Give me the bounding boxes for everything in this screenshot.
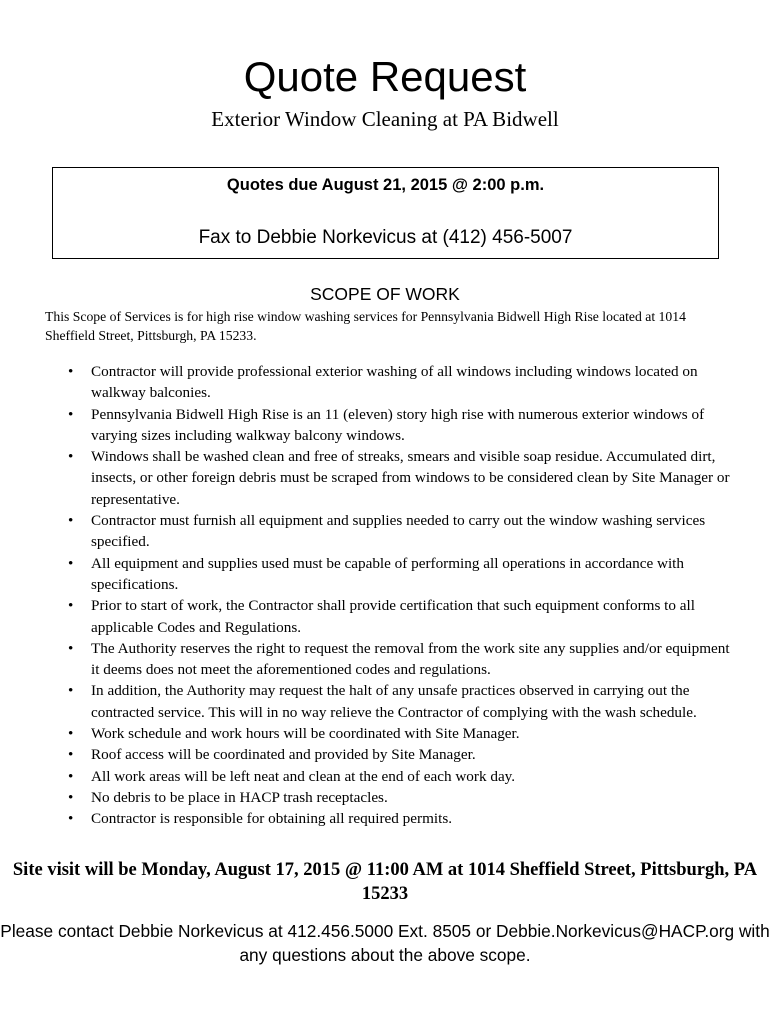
bullet-icon: • xyxy=(68,597,74,615)
list-item-text: Contractor will provide professional exterior washing of all windows including windows located on walkway balconies. xyxy=(91,363,698,402)
list-item xyxy=(0,680,731,723)
bullet-icon: • xyxy=(68,512,74,530)
list-item xyxy=(0,744,731,765)
list-item xyxy=(0,553,731,596)
list-item-text: Prior to start of work, the Contractor shall provide certification that such equipment conforms to all applicable Codes and Regulations. xyxy=(91,597,695,636)
bullet-icon: • xyxy=(68,448,74,466)
contact-info: Please contact Debbie Norkevicus at 412.456.5000 Ext. 8505 or Debbie.Norkevicus@HACP.org with any questions about the above scope. xyxy=(0,921,770,965)
scope-intro: This Scope of Services is for high rise window washing services for Pennsylvania Bidwell High Rise located at 1014 Sheffield Street, Pittsburgh, PA 15233. xyxy=(45,309,686,343)
list-item xyxy=(0,510,731,553)
scope-bullet-list xyxy=(0,361,770,830)
scope-heading: SCOPE OF WORK xyxy=(310,284,460,304)
list-item xyxy=(0,723,731,744)
fax-instructions: Fax to Debbie Norkevicus at (412) 456-5007 xyxy=(198,227,573,248)
list-item-text: Work schedule and work hours will be coordinated with Site Manager. xyxy=(91,725,520,743)
bullet-icon: • xyxy=(68,746,74,764)
list-item-text: Contractor is responsible for obtaining all required permits. xyxy=(91,810,453,828)
bullet-icon: • xyxy=(68,725,74,743)
page-title: Quote Request xyxy=(243,53,527,100)
list-item-text: All equipment and supplies used must be capable of performing all operations in accordance with specifications. xyxy=(91,554,684,593)
bullet-icon: • xyxy=(68,767,74,785)
list-item xyxy=(0,808,731,829)
list-item-text: The Authority reserves the right to request the removal from the work site any supplies and/or equipment it deems does not meet the aforementioned codes and regulations. xyxy=(91,639,730,679)
page-subtitle: Exterior Window Cleaning at PA Bidwell xyxy=(211,107,559,131)
list-item-text: In addition, the Authority may request the halt of any unsafe practices observed in carrying out the contracted service. This will in no way relieve the Contractor of complying with the wash schedule. xyxy=(91,682,697,721)
bullet-icon: • xyxy=(68,682,74,700)
bullet-icon: • xyxy=(68,405,74,423)
notice-box xyxy=(52,167,719,259)
list-item xyxy=(0,787,731,808)
list-item xyxy=(0,595,731,638)
list-item-text: Contractor must furnish all equipment and supplies needed to carry out the window washing services specified. xyxy=(91,512,706,551)
list-item xyxy=(0,404,731,447)
bullet-icon: • xyxy=(68,639,74,657)
bullet-icon: • xyxy=(68,810,74,828)
bullet-icon: • xyxy=(68,554,74,572)
list-item-text: Roof access will be coordinated and provided by Site Manager. xyxy=(91,746,476,764)
bullet-icon: • xyxy=(68,363,74,380)
list-item xyxy=(0,638,731,681)
list-item-text: All work areas will be left neat and clean at the end of each work day. xyxy=(91,767,516,785)
site-visit-notice: Site visit will be Monday, August 17, 2015 @ 11:00 AM at 1014 Sheffield Street, Pittsburgh, PA 15233 xyxy=(12,860,758,904)
list-item xyxy=(0,446,731,510)
list-item xyxy=(0,361,731,404)
bullet-icon: • xyxy=(68,788,74,806)
list-item-text: No debris to be place in HACP trash receptacles. xyxy=(91,788,388,806)
list-item-text: Pennsylvania Bidwell High Rise is an 11 (eleven) story high rise with numerous exterior windows of varying sizes including walkway balcony windows. xyxy=(91,405,705,444)
quotes-due-text: Quotes due August 21, 2015 @ 2:00 p.m. xyxy=(226,176,545,194)
list-item-text: Windows shall be washed clean and free of streaks, smears and visible soap residue. Accumulated dirt, insects, or other foreign debris must be scraped from windows to be considered clean by Site Manager or representative. xyxy=(91,448,730,508)
list-item xyxy=(0,766,731,787)
